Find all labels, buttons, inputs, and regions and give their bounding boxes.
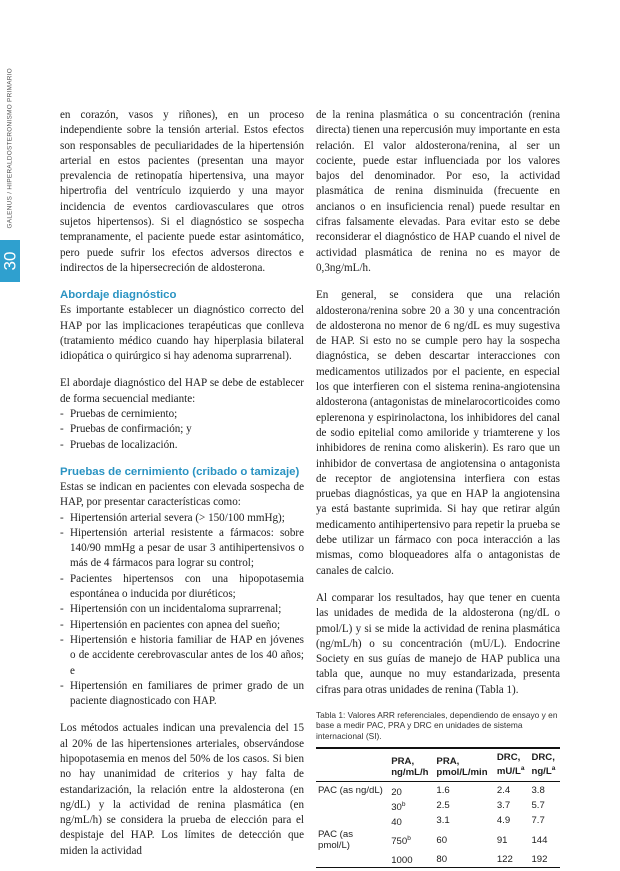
list-item: - Hipertensión en pacientes con apnea del sueño; bbox=[60, 618, 304, 633]
heading-abordaje: Abordaje diagnóstico bbox=[60, 289, 177, 302]
steps-list bbox=[60, 407, 304, 453]
header-cell: PRA, ng/mL/h bbox=[391, 755, 429, 778]
list-item: - Hipertensión arterial resistente a fármacos: sobre 140/90 mmHg a pesar de usar 3 antihipertensivos o más de 4 fármacos para lograr su control; bbox=[60, 526, 304, 572]
table-row bbox=[316, 829, 560, 853]
row-label: PAC (as ng/dL) bbox=[318, 785, 383, 797]
list-item: - Hipertensión e historia familiar de HAP en jóvenes o de accidente cerebrovascular antes de los 40 años; e bbox=[60, 633, 304, 679]
table-cell: 7.7 bbox=[531, 815, 545, 827]
table-cell: 192 bbox=[531, 853, 548, 865]
list-item: - Hipertensión con un incidentaloma suprarrenal; bbox=[60, 602, 304, 617]
row-label: PAC (as pmol/L) bbox=[318, 828, 354, 852]
list-item: - Hipertensión arterial severa (> 150/100 mmHg); bbox=[60, 511, 304, 526]
list-item: - Pruebas de cernimiento; bbox=[60, 407, 304, 422]
table-cell: 4.9 bbox=[496, 815, 511, 827]
left-column bbox=[60, 108, 304, 871]
table-cell: 3.8 bbox=[531, 785, 545, 797]
table-row bbox=[316, 781, 560, 798]
arr-table bbox=[316, 747, 560, 868]
list-item: - Pacientes hipertensos con una hipopotasemia espontánea o inducida por diuréticos; bbox=[60, 572, 304, 603]
heading-cernimiento: Pruebas de cernimiento (cribado o tamizaje) bbox=[60, 465, 300, 478]
table-cell: 144 bbox=[531, 834, 548, 846]
table-cell: 5.7 bbox=[531, 800, 545, 812]
row-label bbox=[316, 799, 389, 814]
list-item: - Pruebas de confirmación; y bbox=[60, 422, 304, 437]
paragraph-units: Al comparar los resultados, hay que tener en cuenta las unidades de medida de la aldosterona (ng/dL o pmol/L) y si se mide la actividad de renina plasmática (ng/mL/h) o su concentración (mU/L). Endocrine Society en sus guías de manejo de HAP publica una tabla que, aunque no muy estandarizada, presenta cifras para otras unidades de renina (Tabla 1). bbox=[316, 591, 560, 696]
paragraph-sequence: El abordaje diagnóstico del HAP se debe de establecer de forma secuencial mediante: bbox=[60, 377, 304, 405]
table-cell: 2.4 bbox=[496, 785, 511, 797]
table-row bbox=[316, 814, 560, 829]
header-cell: DRC, $ng/L^a$ bbox=[531, 752, 556, 778]
paragraph-prevalence: Los métodos actuales indican una prevalencia del 15 al 20% de las hipertensiones arteriales, observándose hipopotasemia en menos del 50% de los casos. Si bien no hay unanimidad de criterios y hay falta de estandarización, la relación entre la aldosterona (en ng/dL) y la actividad de renina plasmática (en ng/mL/h) se considera la prueba de elección para el despistaje del HAP. Los límites de detección que miden la actividad bbox=[60, 722, 304, 857]
table-cell: 2.5 bbox=[436, 800, 450, 812]
paragraph-ratio: En general, se considera que una relación aldosterona/renina sobre 20 a 30 y una concentración de aldosterona no menor de 6 ng/dL es muy sugestiva de HAP. Si esto no se cumple pero hay la sospecha diagnóstica, se deben descartar interacciones con medicamentos utilizados por el paciente, en especial los que interfieren con el sistema renina-angiotensina aldosterona (antagonistas de minelarocorticoides como eplerenona y espirinolactona, los inhibidores del canal de sodio epitelial como amiloride y triamterene y los inhibidores de renina como aliskerin). Es raro que un inhibidor de convertasa de angiotensina o antagonista de receptor de angiotensina interfiera con estas pruebas diagnósticas, ya que en HAP la angiotensina ya está bastante suprimida. Si hay que retirar algún medicamento antihipertensivo para repetir la prueba se debe utilizar un fármaco con poca interacción a las mismas, como bloqueadores alfa o antagonistas de canales de calcio. bbox=[316, 289, 560, 577]
table-cell: 60 bbox=[436, 834, 448, 846]
table-caption: Tabla 1: Valores ARR referenciales, dependiendo de ensayo y en base a medir PAC, PRA y DRC en unidades de sistema internacional (SI). bbox=[316, 709, 558, 741]
row-label bbox=[316, 852, 389, 867]
running-header: GALENUS / HIPERALDOSTERONISMO PRIMARIO bbox=[6, 67, 14, 229]
table-cell: 750$^b$ bbox=[391, 834, 411, 848]
table-cell: 30$^b$ bbox=[391, 800, 406, 813]
header-cell bbox=[316, 748, 389, 781]
paragraph-indications: Estas se indican en pacientes con elevada sospecha de HAP, por presentar características como: bbox=[60, 480, 304, 509]
paragraph-renin: de la renina plasmática o su concentración (renina directa) tienen una repercusión muy importante en esta relación. El valor aldosterona/renina, al ser un cociente, puede estar influenciada por los valores bajos del denominador. Por eso, la actividad plasmática de renina disminuida (frecuente en ancianos o en insuficiencia renal) puede resultar en cifras falsamente elevadas. Para evitar esto se debe reconsiderar el diagnóstico de HAP cuando el nivel de actividad plasmática de renina no es mayor de 0,3ng/mL/h. bbox=[316, 109, 560, 274]
table-cell: 1000 bbox=[391, 855, 413, 867]
paragraph-importance: Es importante establecer un diagnóstico correcto del HAP por las implicaciones terapéuticas que conlleva (tratamiento médico cuando hay hiperplasia bilateral idiopática o quirúrgico si hay adenoma suprarrenal). bbox=[60, 304, 304, 363]
intro-paragraph: en corazón, vasos y riñones), en un proceso independiente sobre la tensión arterial. Estos efectos son responsables de peculiaridades de la hipertensión arterial en estos pacientes (presentan una mayor prevalencia de retinopatía hipertensiva, una mayor hipertrofia del ventrículo izquierdo y una mayor incidencia de eventos cardiovasculares que otros sujetos hipertensos). Si el diagnóstico se sospecha tempranamente, el paciente puede estar asintomático, pero puede sufrir los efectos adversos directos e indirectos de la hipersecreción de aldosterona. bbox=[60, 109, 304, 274]
table-cell: 122 bbox=[496, 853, 513, 865]
table-cell: 91 bbox=[496, 834, 508, 846]
table-cell: 3.7 bbox=[496, 800, 511, 812]
right-column bbox=[316, 108, 560, 868]
table-header-row bbox=[316, 748, 560, 781]
table-row bbox=[316, 852, 560, 867]
table-cell: 3.1 bbox=[436, 815, 450, 827]
table-cell: 20 bbox=[391, 786, 402, 798]
header-cell: DRC, $mU/L^a$ bbox=[496, 752, 525, 778]
table-row bbox=[316, 799, 560, 814]
page-number: 30 bbox=[0, 251, 19, 271]
table-cell: 1.6 bbox=[436, 785, 450, 797]
header-cell: PRA, pmol/L/min bbox=[436, 755, 488, 778]
criteria-list bbox=[60, 511, 304, 710]
row-label bbox=[316, 814, 389, 829]
page-number-tab bbox=[0, 240, 20, 282]
list-item: - Hipertensión en familiares de primer grado de un paciente diagnosticado con HAP. bbox=[60, 679, 304, 710]
table-cell: 80 bbox=[436, 853, 448, 865]
table-cell: 40 bbox=[391, 816, 402, 828]
list-item: - Pruebas de localización. bbox=[60, 438, 304, 453]
